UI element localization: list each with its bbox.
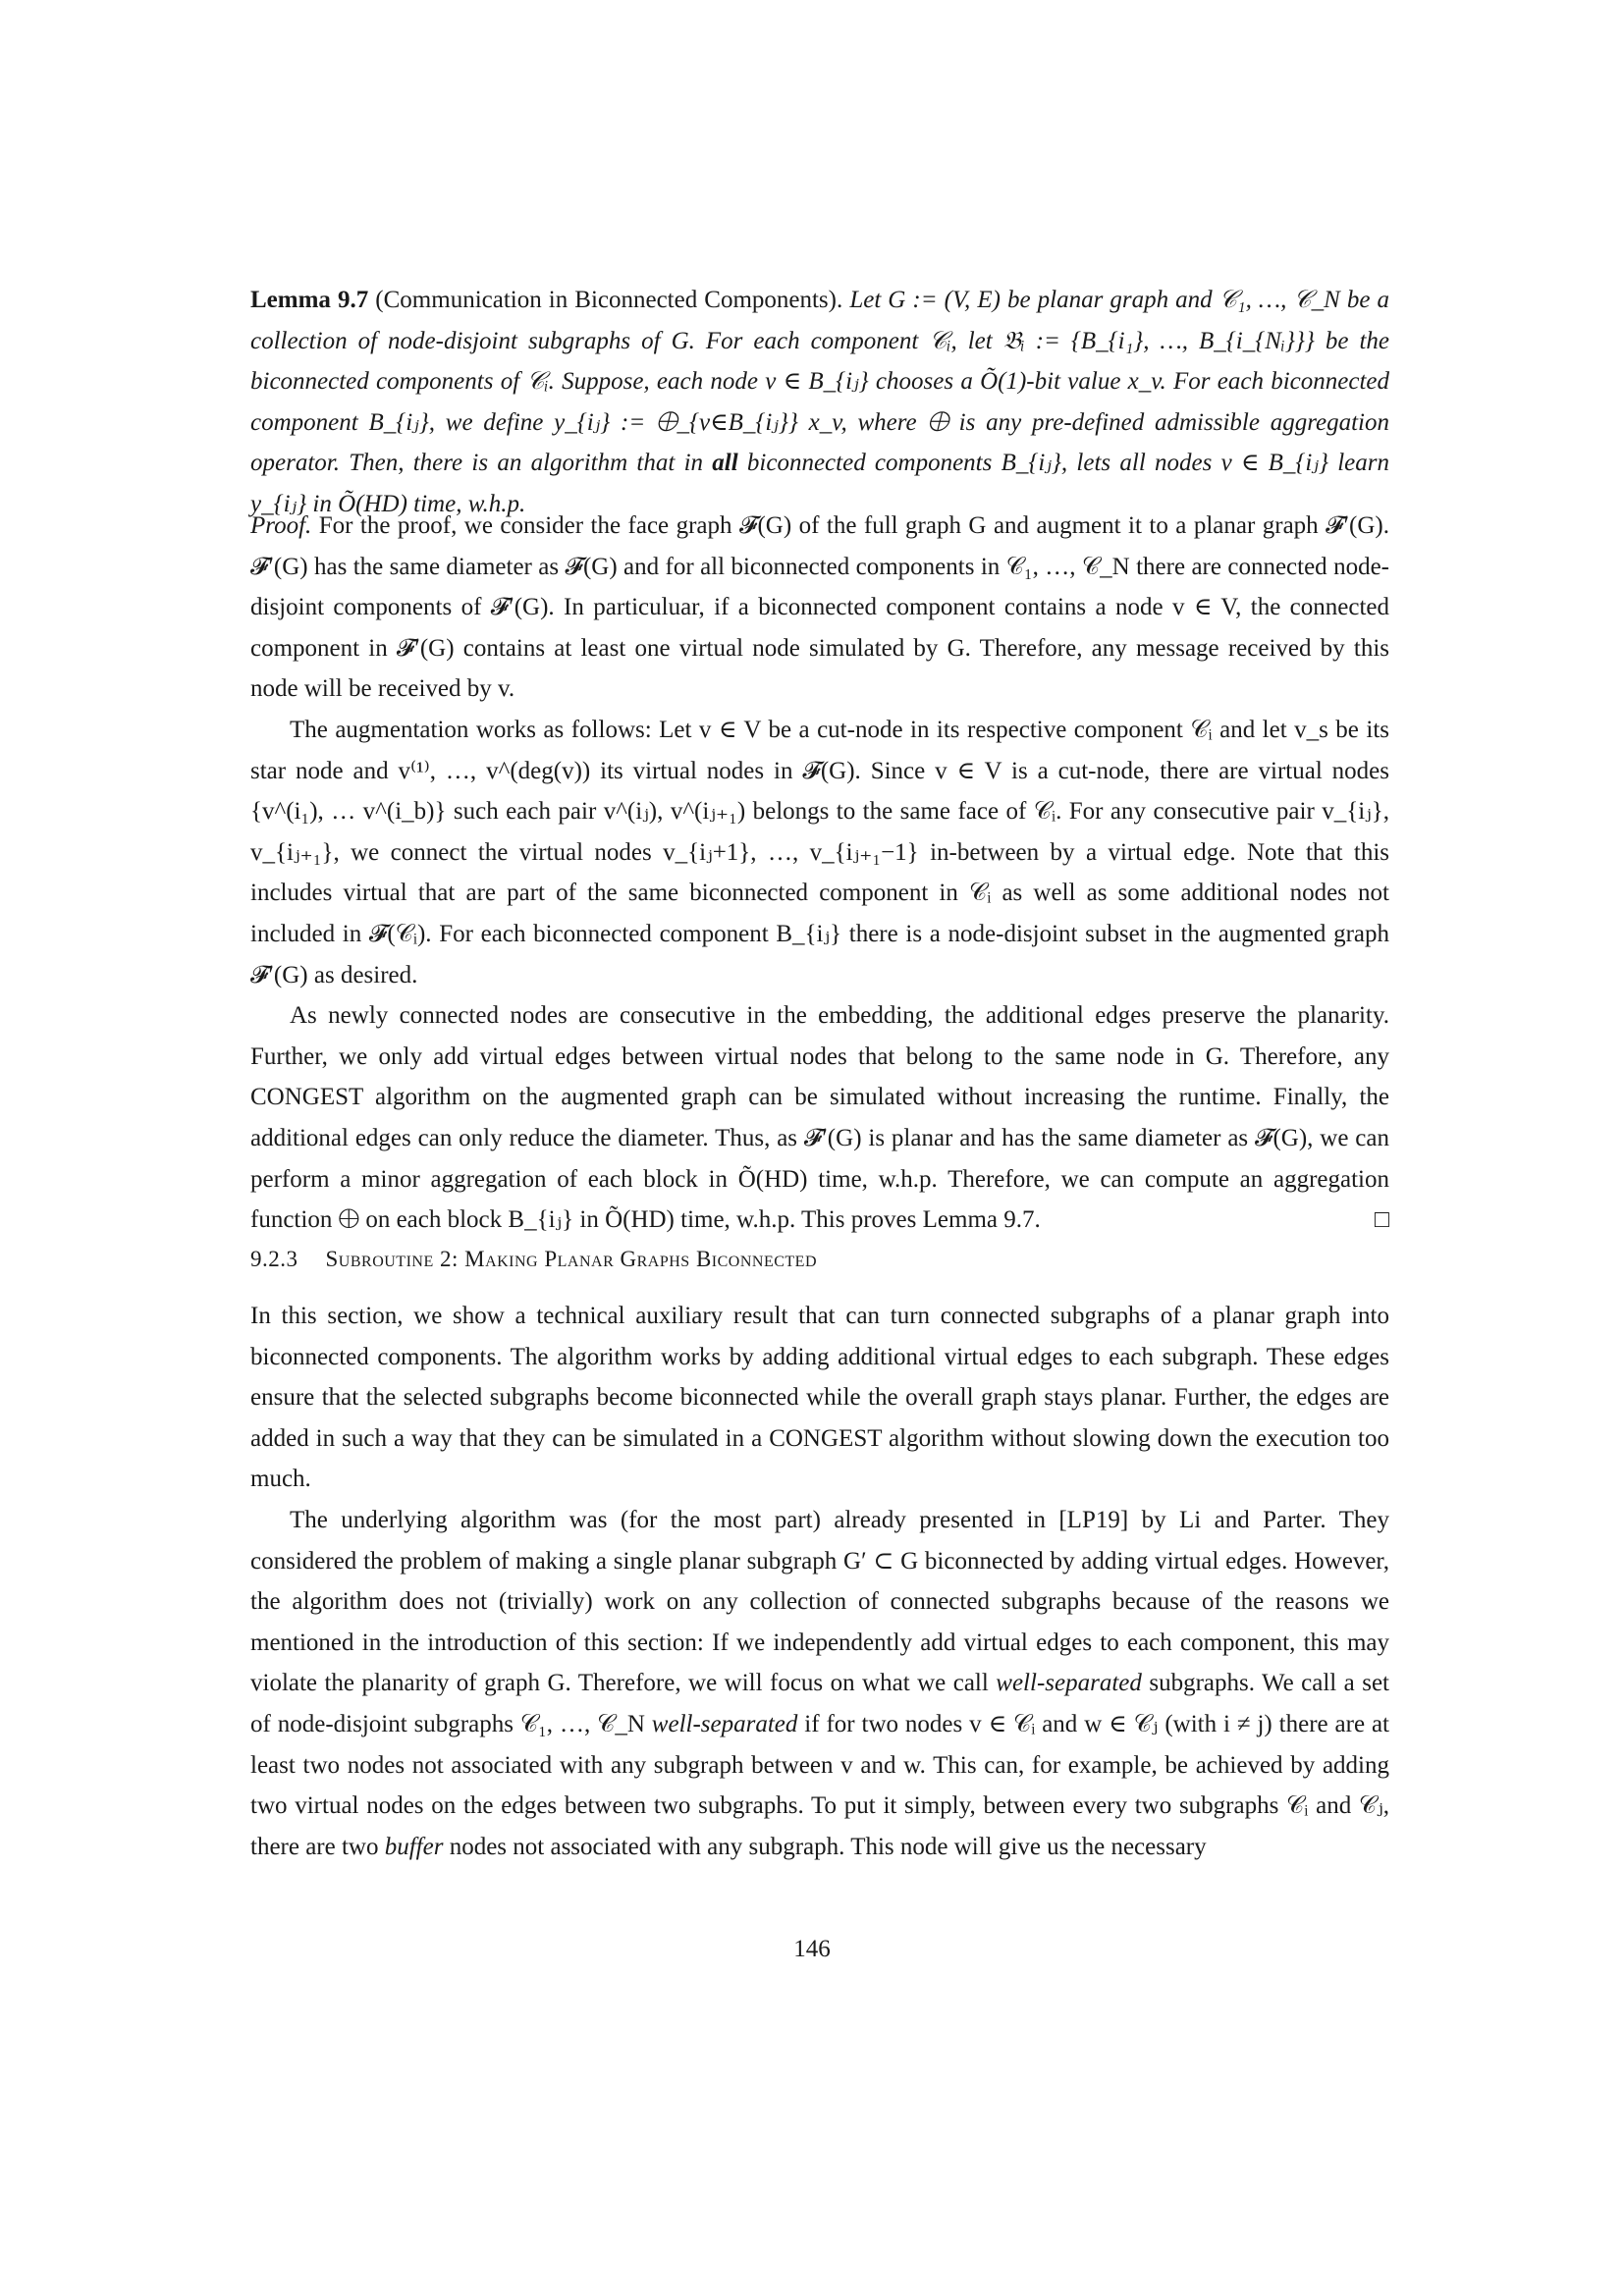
proof-label: Proof. xyxy=(250,512,312,539)
page-number: 146 xyxy=(793,1936,831,1962)
text: nodes not associated with any subgraph. This node will give us the necessary xyxy=(443,1833,1207,1860)
proof xyxy=(250,506,1389,1241)
section-title: Subroutine 2: Making Planar Graphs Biconnected xyxy=(325,1247,818,1271)
section-paragraph-2 xyxy=(250,1500,1389,1867)
lemma-9-7 xyxy=(250,280,1389,525)
section-paragraph-1: In this section, we show a technical auxiliary result that can turn connected subgraphs of a planar graph into biconnected components. The algorithm works by adding additional virtual edges to each subgraph. These edges ensure that the selected subgraphs become biconnected while the overall graph stays planar. Further, the edges are added in such a way that they can be simulated in a CONGEST algorithm without slowing down the execution too much. xyxy=(250,1303,1389,1493)
emphasis: buffer xyxy=(384,1833,444,1860)
lemma-statement-end: biconnected components B_{iⱼ}, lets all nodes v ∈ B_{iⱼ} learn y_{iⱼ} in Õ(HD) time, w.h.p. xyxy=(250,450,1389,517)
lemma-label: Lemma 9.7 xyxy=(250,287,369,313)
section-heading xyxy=(250,1247,817,1272)
proof-paragraph-3: As newly connected nodes are consecutive in the embedding, the additional edges preserve the planarity. Further, we only add virtual edges between virtual nodes that belong to the same node in G. Therefore, any CONGEST algorithm on the augmented graph can be simulated without increasing the runtime. Finally, the additional edges can only reduce the diameter. Thus, as 𝓕′(G) is planar and has the same diameter as 𝓕(G), we can perform a minor aggregation of each block in Õ(HD) time, w.h.p. Therefore, we can compute an aggregation function ⨁ on each block B_{iⱼ} in Õ(HD) time, w.h.p. This proves Lemma 9.7. xyxy=(250,1002,1389,1234)
text: subgraphs. We call a set of node-disjoint subgraphs 𝒞₁, …, 𝒞_N xyxy=(250,1670,1389,1737)
lemma-title: (Communication in Biconnected Components). xyxy=(375,287,843,313)
lemma-statement: Let G := (V, E) be planar graph and 𝒞₁, …, 𝒞_N be a collection of node-disjoint subgraphs of G. For each component 𝒞ᵢ, let 𝔅ᵢ := {B_{i₁}, …, B_{i_{Nᵢ}}} be the biconnected components of 𝒞ᵢ. Suppose, each node v ∈ B_{iⱼ} chooses a Õ(1)-bit value x_v. For each biconnected component B_{iⱼ}, we define y_{iⱼ} := ⨁_{v∈B_{iⱼ}} x_v, where ⨁ is any pre-defined admissible aggregation operator. Then, there is an algorithm that in xyxy=(250,287,1390,477)
emphasis: well-separated xyxy=(651,1710,798,1737)
section-number: 9.2.3 xyxy=(250,1247,298,1271)
proof-paragraph-1: For the proof, we consider the face graph 𝓕(G) of the full graph G and augment it to a planar graph 𝓕′(G). 𝓕′(G) has the same diameter as 𝓕(G) and for all biconnected components in 𝒞₁, …, 𝒞_N there are connected node-disjoint components of 𝓕′(G). In particuluar, if a biconnected component contains a node v ∈ V, the connected component in 𝓕′(G) contains at least one virtual node simulated by G. Therefore, any message received by this node will be received by v. xyxy=(250,512,1390,703)
emphasis: well-separated xyxy=(996,1670,1142,1697)
lemma-emphasis: all xyxy=(712,450,738,477)
text: The underlying algorithm was (for the most part) already presented in [LP19] by Li and Parter. They considered the problem of making a single planar subgraph G′ ⊂ G biconnected by adding virtual edges. However, the algorithm does not (trivially) work on any collection of connected subgraphs because of the reasons we mentioned in the introduction of this section: If we independently add virtual edges to each component, this may violate the planarity of graph G. Therefore, we will focus on what we call xyxy=(250,1506,1389,1697)
qed-symbol: □ xyxy=(1374,1206,1389,1234)
text: if for two nodes v ∈ 𝒞ᵢ and w ∈ 𝒞ⱼ (with i ≠ j) there are at least two nodes not associated with any subgraph between v and w. This can, for example, be achieved by adding two virtual nodes on the edges between two subgraphs. To put it simply, between every two subgraphs 𝒞ᵢ and 𝒞ⱼ, there are two xyxy=(250,1710,1389,1860)
section-body xyxy=(250,1296,1389,1867)
proof-paragraph-2: The augmentation works as follows: Let v ∈ V be a cut-node in its respective component 𝒞ᵢ and let v_s be its star node and v⁽¹⁾, …, v^(deg(v)) its virtual nodes in 𝓕(G). Since v ∈ V is a cut-node, there are virtual nodes {v^(i₁), … v^(i_b)} such each pair v^(iⱼ), v^(iⱼ₊₁) belongs to the same face of 𝒞ᵢ. For any consecutive pair v_{iⱼ}, v_{iⱼ₊₁}, we connect the virtual nodes v_{iⱼ+1}, …, v_{iⱼ₊₁−1} in-between by a virtual edge. Note that this includes virtual that are part of the same biconnected component in 𝒞ᵢ as well as some additional nodes not included in 𝓕(𝒞ᵢ). For each biconnected component B_{iⱼ} there is a node-disjoint subset in the augmented graph 𝓕′(G) as desired. xyxy=(250,716,1389,988)
